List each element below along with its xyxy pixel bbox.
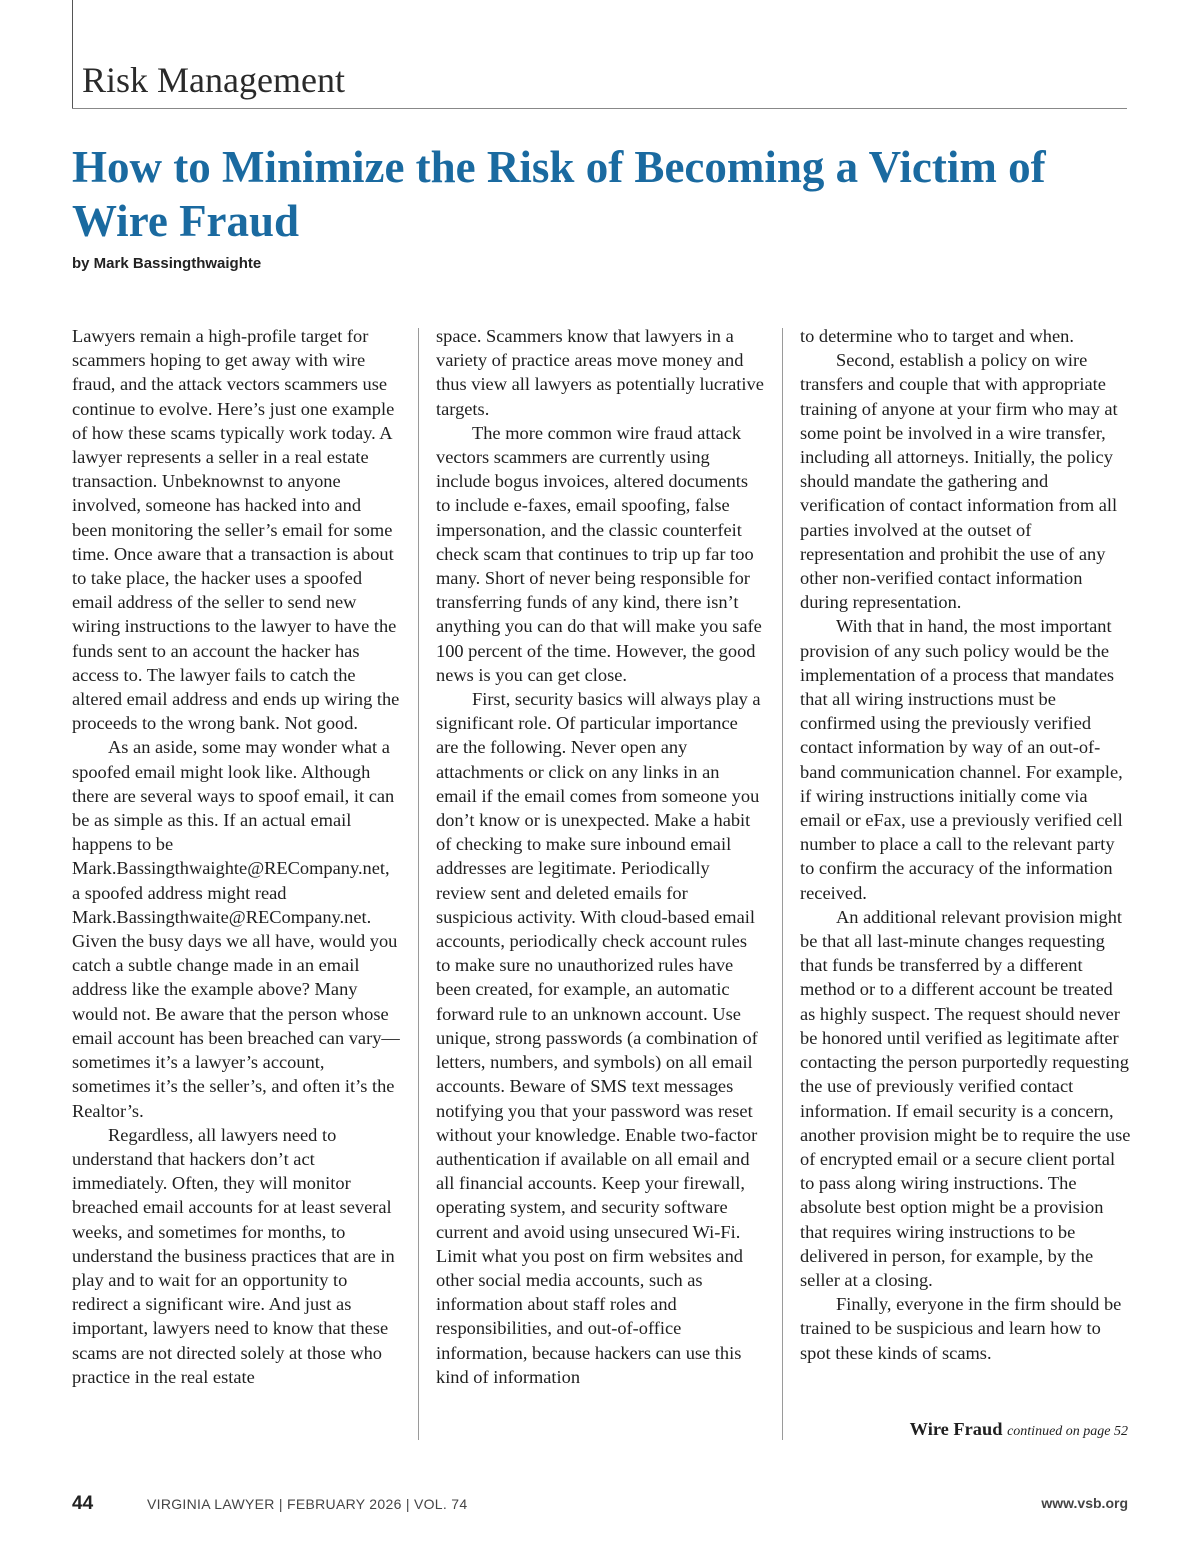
continued-notice bbox=[910, 1417, 1128, 1444]
paragraph: to determine who to target and when. bbox=[800, 326, 1074, 346]
paragraph: Regardless, all lawyers need to understand that hackers don’t act immediately. Often, they will monitor breached email accounts for at least several weeks, and sometimes for months, to understand the business practices that are in play and to wait for an opportunity to redirect a significant wire. And just as important, lawyers need to know that these scams are not directed solely at those who practice in the real estate bbox=[72, 1124, 395, 1387]
byline: by Mark Bassingthwaighte bbox=[72, 255, 262, 272]
article-column-2 bbox=[436, 324, 764, 1440]
paragraph: Lawyers remain a high-profile target for scammers hoping to get away with wire fraud, and the attack vectors scammers use continue to evolve. Here’s just one example of how these scams typically work today. A lawyer represents a seller in a real estate transaction. Unbeknownst to anyone involved, someone has hacked into and been monitoring the seller’s email for some time. Once aware that a transaction is about to take place, the hacker uses a spoofed email address of the seller to send new wiring instructions to the lawyer to have the funds sent to an account the hacker has access to. The lawyer fails to catch the altered email address and ends up wiring the proceeds to the wrong bank. Not good. bbox=[72, 326, 400, 734]
paragraph: Second, establish a policy on wire transfers and couple that with appropriate training of anyone at your firm who may at some point be involved in a wire transfer, including all attorneys. Initially, the policy should mandate the gathering and verification of contact information from all parties involved at the outset of representation and prohibit the use of any other non-verified contact information during representation. bbox=[800, 350, 1118, 613]
section-label: Risk Management bbox=[82, 60, 345, 100]
continued-title: Wire Fraud bbox=[909, 1419, 1003, 1439]
publication-line: VIRGINIA LAWYER | FEBRUARY 2026 | VOL. 74 bbox=[147, 1496, 468, 1512]
continued-page-note: continued on page 52 bbox=[1007, 1424, 1128, 1439]
page-footer bbox=[72, 1493, 1128, 1517]
article-column-1 bbox=[72, 324, 400, 1440]
header-horizontal-rule bbox=[72, 108, 1127, 109]
article-title: How to Minimize the Risk of Becoming a Victim of Wire Fraud bbox=[72, 142, 1046, 246]
paragraph: An additional relevant provision might be that all last-minute changes requesting that funds be transferred by a different method or to a different account be treated as highly suspect. The request should never be honored until verified as legitimate after contacting the person purportedly requesting the use of previously verified contact information. If email security is a concern, another provision might be to require the use of encrypted email or a secure client portal to pass along wiring instructions. The absolute best option might be a provision that requires wiring instructions to be delivered in person, for example, by the seller at a closing. bbox=[800, 906, 1131, 1290]
column-divider bbox=[782, 328, 783, 1440]
article-column-3 bbox=[800, 324, 1132, 1440]
paragraph: As an aside, some may wonder what a spoofed email might look like. Although there are several ways to spoof email, it can be as simple as this. If an actual email happens to be Mark.Bassingthwaighte@RECompany.net, a spoofed address might read Mark.Bassingthwaite@RECompany.net. Given the busy days we all have, would you catch a subtle change made in an email address like the example above? Many would not. Be aware that the person whose email account has been breached can vary—sometimes it’s a lawyer’s account, sometimes it’s the seller’s, and often it’s the Realtor’s. bbox=[72, 737, 400, 1121]
paragraph: The more common wire fraud attack vectors scammers are currently using include bogus invoices, altered documents to include e-faxes, email spoofing, false impersonation, and the classic counterfeit check scam that continues to trip up far too many. Short of never being responsible for transferring funds of any kind, there isn’t anything you can do that will make you safe 100 percent of the time. However, the good news is you can get close. bbox=[436, 422, 762, 685]
paragraph: Finally, everyone in the firm should be trained to be suspicious and learn how to spot these kinds of scams. bbox=[800, 1294, 1122, 1363]
website-link[interactable]: www.vsb.org bbox=[1041, 1495, 1128, 1511]
paragraph: First, security basics will always play a significant role. Of particular importance are the following. Never open any attachments or click on any links in an email if the email comes from someone you don’t know or is unexpected. Make a habit of checking to make sure inbound email addresses are legitimate. Periodically review sent and deleted emails for suspicious activity. With cloud-based email accounts, periodically check account rules to make sure no unauthorized rules have been created, for example, an automatic forward rule to an unknown account. Use unique, strong passwords (a combination of letters, numbers, and symbols) on all email accounts. Beware of SMS text messages notifying you that your password was reset without your knowledge. Enable two-factor authentication if available on all email and all financial accounts. Keep your firewall, operating system, and security software current and avoid using unsecured Wi-Fi. Limit what you post on firm websites and other social media accounts, such as information about staff roles and responsibilities, and out-of-office information, because hackers can use this kind of information bbox=[436, 689, 761, 1387]
column-divider bbox=[418, 328, 419, 1440]
paragraph: space. Scammers know that lawyers in a variety of practice areas move money and thus view all lawyers as potentially lucrative targets. bbox=[436, 326, 764, 419]
page-number: 44 bbox=[72, 1493, 94, 1514]
paragraph: With that in hand, the most important provision of any such policy would be the implementation of a process that mandates that all wiring instructions must be confirmed using the previously verified contact information by way of an out-of-band communication channel. For example, if wiring instructions initially come via email or eFax, use a previously verified cell number to place a call to the relevant party to confirm the accuracy of the information received. bbox=[800, 616, 1123, 903]
header-vertical-rule bbox=[72, 0, 73, 108]
